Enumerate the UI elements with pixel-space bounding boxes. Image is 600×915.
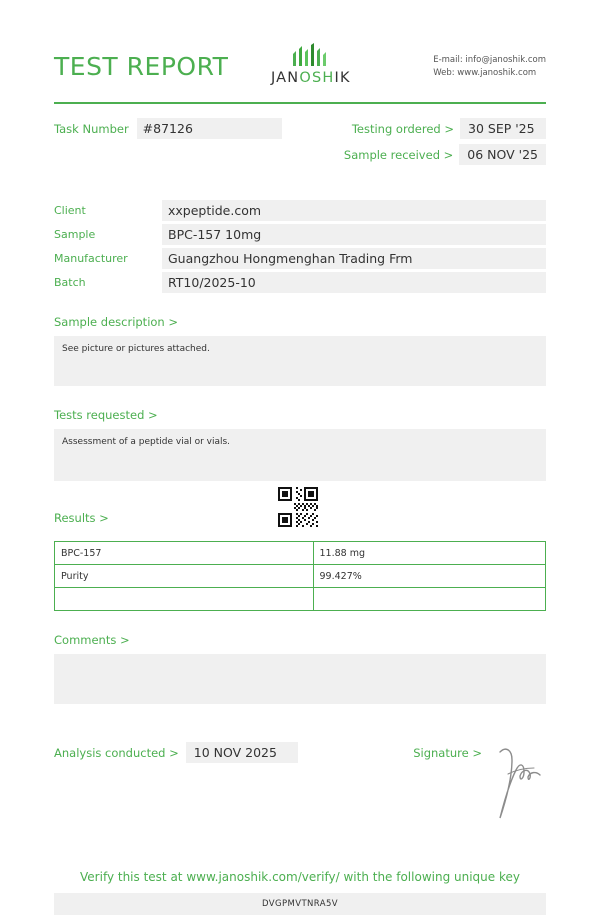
sample-received-row bbox=[344, 144, 546, 165]
contact-web: Web: www.janoshik.com bbox=[433, 68, 537, 79]
testing-ordered-label: Testing ordered > bbox=[351, 121, 454, 136]
comments-box bbox=[54, 654, 546, 704]
info-value-sample: BPC-157 10mg bbox=[162, 224, 546, 245]
info-value-manufacturer: Guangzhou Hongmenghan Trading Frm bbox=[162, 248, 546, 269]
info-label-sample: Sample bbox=[54, 228, 96, 241]
info-label-batch: Batch bbox=[54, 276, 86, 289]
task-number-group bbox=[54, 118, 282, 139]
contact-email: E-mail: info@janoshik.com bbox=[433, 55, 546, 65]
task-dates bbox=[344, 118, 546, 170]
table-row bbox=[55, 542, 546, 565]
unique-key: DVGPMVTNRA5V bbox=[54, 893, 546, 915]
testing-ordered-row bbox=[344, 118, 546, 139]
task-number-value: #87126 bbox=[137, 118, 282, 139]
signature-group bbox=[413, 744, 546, 822]
analysis-section bbox=[54, 742, 546, 822]
info-value-batch: RT10/2025-10 bbox=[162, 272, 546, 293]
page-title: TEST REPORT bbox=[54, 52, 229, 81]
qr-code bbox=[276, 485, 320, 533]
result-name-1: Purity bbox=[55, 565, 314, 588]
sample-received-value: 06 NOV '25 bbox=[459, 144, 546, 165]
logo-text-part2: IK bbox=[334, 70, 351, 86]
signature-label: Signature > bbox=[413, 746, 482, 760]
sample-description-title: Sample description > bbox=[54, 315, 179, 329]
info-row-sample bbox=[54, 224, 546, 245]
task-number-label: Task Number bbox=[54, 121, 129, 136]
result-name-2 bbox=[55, 588, 314, 611]
testing-ordered-value: 30 SEP '25 bbox=[460, 118, 546, 139]
info-label-manufacturer: Manufacturer bbox=[54, 252, 128, 265]
header-divider bbox=[54, 102, 546, 104]
analysis-conducted-group bbox=[54, 742, 298, 763]
analysis-conducted-label: Analysis conducted > bbox=[54, 745, 179, 760]
info-label-client: Client bbox=[54, 204, 86, 217]
info-row-manufacturer bbox=[54, 248, 546, 269]
result-name-0: BPC-157 bbox=[55, 542, 314, 565]
qr-code-icon bbox=[276, 485, 320, 529]
signature-icon bbox=[490, 744, 546, 822]
info-row-batch bbox=[54, 272, 546, 293]
results-table bbox=[54, 541, 546, 611]
sample-description-box: See picture or pictures attached. bbox=[54, 336, 546, 386]
info-fields bbox=[54, 200, 546, 293]
table-row bbox=[55, 565, 546, 588]
analysis-conducted-value: 10 NOV 2025 bbox=[186, 742, 298, 763]
comments-title: Comments > bbox=[54, 633, 130, 647]
result-value-1: 99.427% bbox=[313, 565, 546, 588]
logo-text-highlight: OSH bbox=[299, 70, 335, 86]
table-row bbox=[55, 588, 546, 611]
results-header bbox=[54, 501, 546, 535]
logo-wordmark bbox=[271, 70, 351, 86]
info-row-client bbox=[54, 200, 546, 221]
tests-requested-title: Tests requested > bbox=[54, 408, 158, 422]
report-header bbox=[54, 0, 546, 86]
janoshik-logo bbox=[271, 42, 351, 86]
task-section bbox=[54, 118, 546, 170]
results-title: Results > bbox=[54, 511, 109, 525]
tests-requested-box: Assessment of a peptide vial or vials. bbox=[54, 429, 546, 481]
verify-text: Verify this test at www.janoshik.com/verify/ with the following unique key bbox=[80, 870, 520, 884]
info-value-client: xxpeptide.com bbox=[162, 200, 546, 221]
sample-received-label: Sample received > bbox=[343, 147, 454, 162]
contact-info bbox=[433, 54, 546, 80]
logo-bars-icon bbox=[289, 42, 333, 68]
result-value-2 bbox=[313, 588, 546, 611]
logo-text-part1: JAN bbox=[270, 70, 300, 86]
result-value-0: 11.88 mg bbox=[313, 542, 546, 565]
